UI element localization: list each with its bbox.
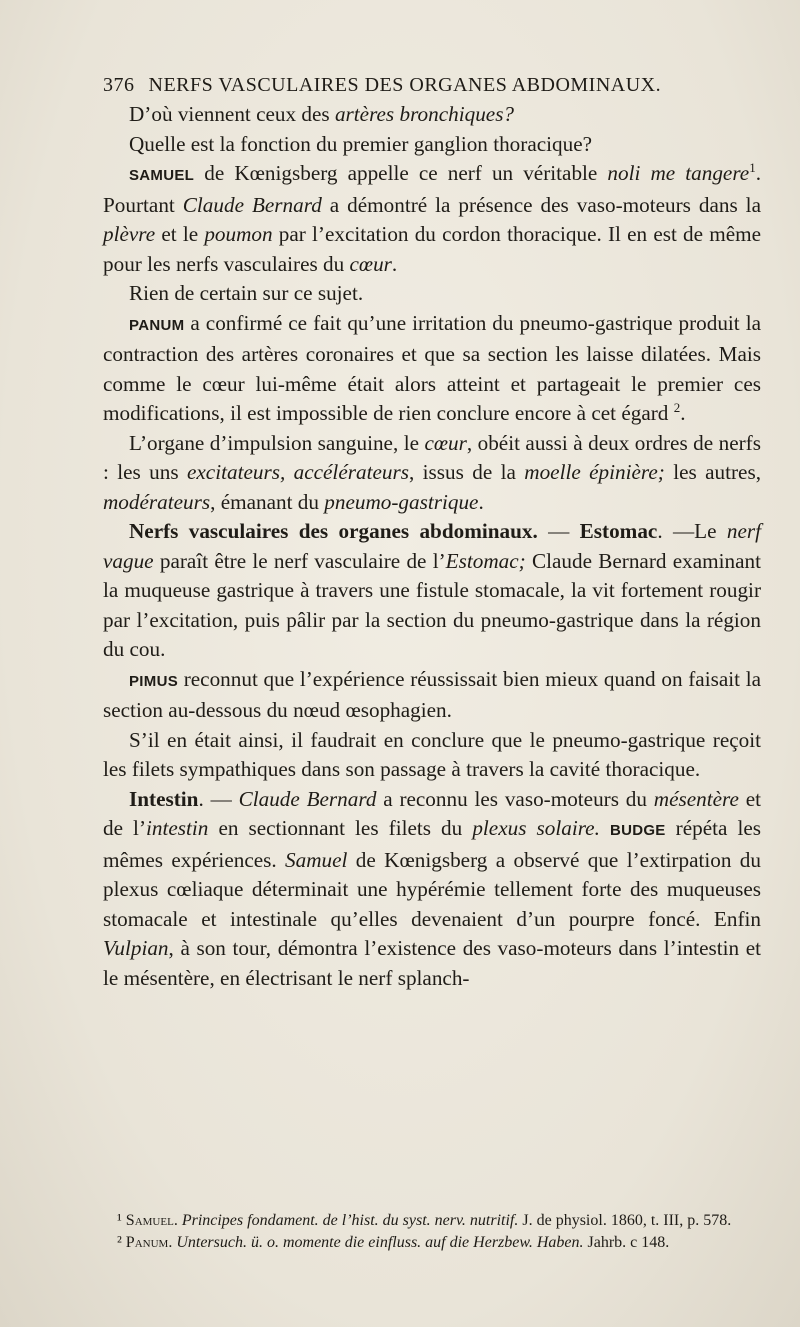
paragraph-conclusion: S’il en était ainsi, il faudrait en conclure que le pneumo-gastrique reçoit les filets sympathiques dans son passage à travers la cavité thoracique. [103, 727, 761, 781]
footnote-ref-2: 2 [673, 399, 681, 415]
paragraph-intestine: Intestin. — Claude Bernard a reconnu les vaso-moteurs du mésentère et de l’intestin en sectionnant les filets du plexus solaire. BUDGE répéta les mêmes expériences. Samuel de Kœnigsberg a observé que l’extirpation du plexus cœliaque déterminait une hypérémie tellement forte des muqueuses stomacale et intestinale qu’elles devenaient d’un pourpre foncé. Enfin Vulpian, à son tour, démontra l’existence des vaso-moteurs dans l’intestin et le mésentère, en électrisant le nerf splanch- [103, 786, 762, 990]
footnote-ref-1: 1 [749, 159, 756, 175]
footnotes [103, 1210, 761, 1254]
subsection-heading-intestine: Intestin [129, 786, 199, 811]
author-name: BUDGE [609, 822, 666, 839]
paragraph-heart-nerves: L’organe d’impulsion sanguine, le cœur, obéit aussi à deux ordres de nerfs : les uns excitateurs, accélérateurs, issus de la moelle épinière; les autres, modérateurs, émanant du pneumo-gastrique. [103, 430, 762, 514]
paragraph-bronchial-arteries: D’où viennent ceux des artères bronchiques? [129, 102, 515, 126]
running-title: NERFS VASCULAIRES DES ORGANES ABDOMINAUX. [148, 74, 662, 96]
running-header [103, 74, 703, 97]
author-name: PIMUS [129, 672, 179, 690]
author-name: SAMUEL [129, 167, 195, 184]
footnote-1: ¹ Samuel. Principes fondament. de l’hist. du syst. nerv. nutritif. J. de physiol. 1860, t. III, p. 578. [117, 1212, 732, 1229]
section-heading: Nerfs vasculaires des organes abdominaux. [129, 519, 538, 543]
paragraph-pimus: PIMUS reconnut que l’expérience réussissait bien mieux quand on faisait la section au-dessous du nœud œsophagien. [103, 666, 761, 722]
body-text [103, 100, 761, 993]
page-number: 376 [103, 74, 135, 96]
paragraph-samuel: SAMUEL de Kœnigsberg appelle ce nerf un véritable noli me tangere$^1$. Pourtant Claude Bernard a démontré la présence des vaso-moteurs dans la plèvre et le poumon par l’excitation du cordon thoracique. Il en est de même pour les nerfs vasculaires du cœur. [103, 159, 761, 276]
footnote-2: ² Panum. Untersuch. ü. o. momente die einfluss. auf die Herzbew. Haben. Jahrb. c 148. [117, 1234, 670, 1251]
subsection-heading-stomach: Estomac [579, 519, 658, 543]
paragraph-panum: PANUM a confirmé ce fait qu’une irritation du pneumo-gastrique produit la contraction des artères coronaires et que sa section les laisse dilatées. Mais comme le cœur lui-même était alors atteint et partageait le premier ces modifications, il est impossible de rien conclure encore à cet égard $^2$. [103, 310, 761, 425]
paragraph-stomach: Nerfs vasculaires des organes abdominaux. — Estomac. —Le nerf vague paraît être le nerf vasculaire de l’Estomac; Claude Bernard examinant la muqueuse gastrique à travers une fistule stomacale, la vit fortement rougir par l’excitation, puis pâlir par la section du pneumo-gastrique dans la région du cou. [103, 519, 762, 661]
paragraph-thoracic-ganglion: Quelle est la fonction du premier ganglion thoracique? [129, 131, 593, 156]
author-name: PANUM [129, 316, 185, 334]
paragraph-nothing-certain: Rien de certain sur ce sujet. [129, 281, 364, 305]
